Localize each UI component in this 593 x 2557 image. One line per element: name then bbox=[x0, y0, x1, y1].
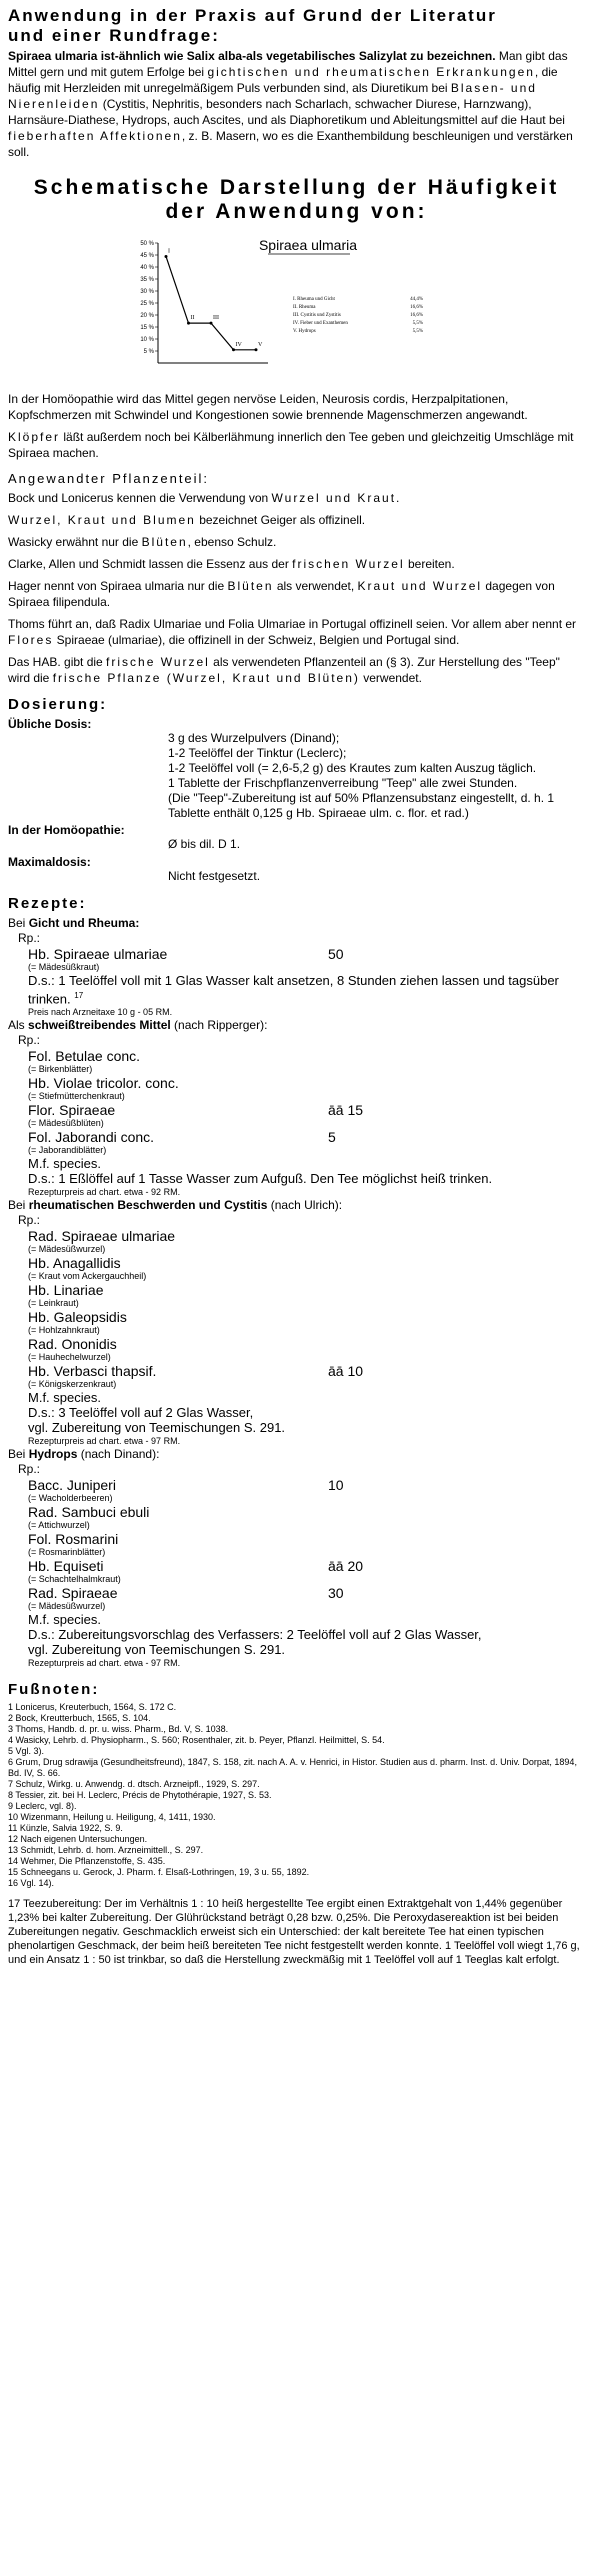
chart-title: Spiraea ulmaria bbox=[258, 237, 358, 253]
plant-p1 bbox=[8, 490, 585, 506]
point-label: III bbox=[213, 315, 219, 322]
ingredient-note: (= Hauhechelwurzel) bbox=[28, 1352, 111, 1363]
rp-label: Rp.: bbox=[18, 1033, 41, 1048]
ingredient-row bbox=[28, 946, 585, 962]
recipe-1-heading bbox=[8, 916, 585, 931]
ingredient-amount: āā 10 bbox=[328, 1363, 364, 1380]
recipe-3-heading bbox=[8, 1198, 585, 1213]
ingredient-note: (= Birkenblätter) bbox=[28, 1064, 93, 1075]
ingredient-name: Hb. Verbasci thapsif. bbox=[28, 1363, 157, 1380]
ingredient-row bbox=[28, 1102, 585, 1118]
recipe-3-ds-ref: vgl. Zubereitung von Teemischungen S. 291. bbox=[28, 1420, 286, 1436]
recipe-2-indication: schweißtreibendes Mittel bbox=[28, 1018, 171, 1033]
ingredient-row bbox=[28, 1075, 585, 1091]
usual-dose-line: 1-2 Teelöffel voll (= 2,6-5,2 g) des Krautes zum kalten Auszug täglich. bbox=[168, 761, 537, 775]
plant-p5 bbox=[8, 578, 585, 610]
recipe-3 bbox=[8, 1198, 585, 1447]
recipe-3-price: Rezepturpreis ad chart. etwa - 97 RM. bbox=[28, 1436, 181, 1447]
footnote: 6 Grum, Drug sdrawija (Gesundheitsfreund), 1847, S. 158, zit. nach A. A. v. Henrici, in Histor. Studien aus d. pharm. Inst. d. Univ. Dorpat, 1894, Bd. IV, S. 66. bbox=[8, 1757, 577, 1779]
plant-p5-b: Blüten bbox=[227, 579, 274, 593]
ingredient-amount bbox=[328, 1228, 388, 1244]
legend-label: V. Hydrops bbox=[293, 329, 316, 334]
ingredient-name: Hb. Anagallidis bbox=[28, 1255, 121, 1272]
plant-part-title: Angewandter Pflanzenteil: bbox=[8, 471, 210, 486]
recipe-4-heading bbox=[8, 1447, 585, 1462]
intro-emph-1: gichtischen und rheumatischen Erkrankungen bbox=[207, 65, 535, 79]
ingredient-row bbox=[28, 1255, 585, 1271]
plant-p3-b: Blüten bbox=[141, 535, 188, 549]
recipe-1-ds-text: D.s.: 1 Teelöffel voll mit 1 Glas Wasser kalt ansetzen, 8 Stunden ziehen lassen und tagsüber trinken. bbox=[28, 973, 559, 1007]
point-label: IV bbox=[235, 341, 242, 348]
plant-p3 bbox=[8, 534, 585, 550]
legend-label: I. Rheuma und Gicht bbox=[293, 297, 335, 302]
plant-p7 bbox=[8, 654, 585, 686]
recipe-2-post: (nach Ripperger): bbox=[170, 1018, 268, 1033]
ingredient-amount bbox=[328, 1504, 388, 1520]
plant-p7-a: Das HAB. gibt die bbox=[8, 655, 107, 669]
ingredient-row bbox=[28, 1477, 585, 1493]
ingredient-amount: āā 15 bbox=[328, 1102, 364, 1119]
data-point bbox=[232, 348, 235, 351]
point-label: I bbox=[168, 248, 170, 255]
data-point bbox=[165, 255, 168, 258]
usual-dose-line: (Die "Teep"-Zubereitung ist auf 50% Pflanzensubstanz eingestellt, d. h. 1 Tablette enthält 0,125 g Hb. Spiraeae ulm. c. flor. et rad.) bbox=[168, 791, 555, 820]
schema-title-line-2: der Anwendung von: bbox=[165, 200, 428, 223]
recipe-2-price: Rezepturpreis ad chart. etwa - 92 RM. bbox=[28, 1187, 181, 1198]
plant-p4 bbox=[8, 556, 585, 572]
intro-bold: Spiraea ulmaria ist-ähnlich wie Salix alba-als vegetabilisches Salizylat zu bezeichnen. bbox=[8, 49, 496, 63]
point-label: II bbox=[190, 315, 195, 322]
dosing-title: Dosierung: bbox=[8, 696, 108, 713]
footnote: 10 Wizenmann, Heilung u. Heiligung, 4, 1411, 1930. bbox=[8, 1812, 216, 1823]
ingredient-name: Rad. Sambuci ebuli bbox=[28, 1504, 150, 1521]
ingredient-name: Hb. Violae tricolor. conc. bbox=[28, 1075, 179, 1092]
frequency-chart bbox=[128, 228, 448, 378]
plant-p4-a: Clarke, Allen und Schmidt lassen die Essenz aus der bbox=[8, 557, 293, 571]
y-tick-label: 35 % bbox=[140, 277, 154, 283]
kloepfer-paragraph bbox=[8, 429, 585, 461]
footnote: 4 Wasicky, Lehrb. d. Physiopharm., S. 560; Rosenthaler, zit. b. Peyer, Pflanzl. Heilmittel, S. 54. bbox=[8, 1735, 385, 1746]
footnote: 14 Wehmer, Die Pflanzenstoffe, S. 435. bbox=[8, 1856, 166, 1867]
legend-label: III. Cystitis und Zystitis bbox=[293, 313, 341, 318]
intro-text-d: , z. B. Masern, wo es die Exanthembildung beschleunigen und verstärken soll. bbox=[8, 129, 573, 159]
recipe-2 bbox=[8, 1018, 585, 1198]
recipe-2-heading bbox=[8, 1018, 585, 1033]
recipe-1-indication: Gicht und Rheuma: bbox=[28, 916, 140, 930]
legend-label: IV. Fieber und Exanthemen bbox=[293, 321, 348, 326]
recipe-4-pre: Bei bbox=[8, 1447, 29, 1462]
footnote: 1 Lonicerus, Kreuterbuch, 1564, S. 172 C. bbox=[8, 1702, 177, 1713]
ingredient-name: Rad. Ononidis bbox=[28, 1336, 117, 1353]
recipe-4 bbox=[8, 1447, 585, 1669]
ingredient-name: Fol. Rosmarini bbox=[28, 1531, 119, 1548]
ingredient-amount: 30 bbox=[328, 1585, 344, 1602]
footnote: 9 Leclerc, vgl. 8). bbox=[8, 1801, 77, 1812]
legend-value: 16,6% bbox=[410, 305, 423, 310]
y-tick-label: 45 % bbox=[140, 253, 154, 259]
title-line-1: Anwendung in der Praxis auf Grund der Literatur bbox=[8, 6, 497, 25]
schema-title-line-1: Schematische Darstellung der Häufigkeit bbox=[33, 176, 560, 199]
ingredient-note: (= Kraut vom Ackergauchheil) bbox=[28, 1271, 147, 1282]
recipe-3-ingredients bbox=[8, 1228, 585, 1390]
y-tick-label: 10 % bbox=[140, 337, 154, 343]
footnote: 16 Vgl. 14). bbox=[8, 1878, 55, 1889]
recipe-1 bbox=[8, 916, 585, 1018]
ingredient-row bbox=[28, 1228, 585, 1244]
intro-paragraph bbox=[8, 48, 585, 160]
y-tick-label: 15 % bbox=[140, 325, 154, 331]
ingredient-amount: āā 20 bbox=[328, 1558, 364, 1575]
max-dose-label: Maximaldosis: bbox=[8, 855, 91, 869]
plant-p5-a: Hager nennt von Spiraea ulmaria nur die bbox=[8, 579, 228, 593]
intro-emph-3: fieberhaften Affektionen bbox=[8, 129, 182, 143]
ingredient-row bbox=[28, 1282, 585, 1298]
intro-text: Man gibt das Mittel gern und mit gutem Erfolge bei bbox=[8, 49, 568, 79]
ingredient-name: Rad. Spiraeae bbox=[28, 1585, 118, 1602]
max-dose-value: Nicht festgesetzt. bbox=[168, 869, 261, 883]
recipe-4-indication: Hydrops bbox=[28, 1447, 78, 1462]
footnote: 5 Vgl. 3). bbox=[8, 1746, 45, 1757]
ingredient-amount bbox=[328, 1075, 388, 1091]
ingredient-name: Flor. Spiraeae bbox=[28, 1102, 116, 1119]
ingredient-name: Bacc. Juniperi bbox=[28, 1477, 116, 1494]
ingredient-amount: 5 bbox=[328, 1129, 336, 1146]
ingredient-row bbox=[28, 1048, 585, 1064]
recipe-4-price: Rezepturpreis ad chart. etwa - 97 RM. bbox=[28, 1658, 181, 1669]
recipes-title: Rezepte: bbox=[8, 895, 87, 912]
y-tick-label: 25 % bbox=[140, 301, 154, 307]
kloepfer-text: läßt außerdem noch bei Kälberlähmung innerlich den Tee geben und gleichzeitig Umschläge mit Spiraea machen. bbox=[8, 430, 574, 460]
data-point bbox=[187, 322, 190, 325]
ingredient-note: (= Attichwurzel) bbox=[28, 1520, 90, 1531]
ingredient-note: (= Rosmarinblätter) bbox=[28, 1547, 106, 1558]
ingredient-note: (= Wacholderbeeren) bbox=[28, 1493, 113, 1504]
recipe-4-ds-ref: vgl. Zubereitung von Teemischungen S. 291. bbox=[28, 1642, 286, 1658]
recipe-3-indication: rheumatischen Beschwerden und Cystitis bbox=[28, 1198, 268, 1213]
footnote: 12 Nach eigenen Untersuchungen. bbox=[8, 1834, 148, 1845]
ingredient-note: (= Hohlzahnkraut) bbox=[28, 1325, 100, 1336]
plant-p6-c: Spiraeae (ulmariae), die offizinell in der Schweiz, Belgien und Portugal sind. bbox=[53, 633, 460, 647]
homeo-label: In der Homöopathie: bbox=[8, 823, 125, 837]
ingredient-amount bbox=[328, 1255, 388, 1271]
plant-p5-c: als verwendet, bbox=[273, 579, 358, 593]
ingredient-note: (= Mädesüßwurzel) bbox=[28, 1601, 106, 1612]
ingredient-note: (= Leinkraut) bbox=[28, 1298, 79, 1309]
plant-p1-c: . bbox=[396, 491, 400, 505]
plant-p7-d: frische Pflanze (Wurzel, Kraut und Blüten) bbox=[52, 671, 360, 685]
recipe-1-pre: Bei bbox=[8, 916, 29, 930]
plant-p2-b: bezeichnet Geiger als offizinell. bbox=[195, 513, 366, 527]
ingredient-name: Hb. Spiraeae ulmariae bbox=[28, 946, 168, 962]
plant-p6-b: Flores bbox=[8, 633, 54, 647]
plant-p7-b: frische Wurzel bbox=[106, 655, 210, 669]
footnote: 3 Thoms, Handb. d. pr. u. wiss. Pharm., Bd. V, S. 1038. bbox=[8, 1724, 229, 1735]
ingredient-note: (= Mädesüßblüten) bbox=[28, 1118, 104, 1129]
recipe-2-ds: D.s.: 1 Eßlöffel auf 1 Tasse Wasser zum Aufguß. Den Tee möglichst heiß trinken. bbox=[28, 1171, 493, 1187]
ingredient-amount bbox=[328, 1336, 388, 1352]
y-tick-label: 50 % bbox=[140, 241, 154, 247]
plant-p6-a: Thoms führt an, daß Radix Ulmariae und Folia Ulmariae in Portugal offizinell seien. Vor allem aber nennt er bbox=[8, 617, 577, 631]
ingredient-name: Fol. Betulae conc. bbox=[28, 1048, 141, 1065]
recipe-3-ms: M.f. species. bbox=[28, 1390, 101, 1406]
footnote: 15 Schneegans u. Gerock, J. Pharm. f. Elsaß-Lothringen, 19, 3 u. 55, 1892. bbox=[8, 1867, 310, 1878]
rp-label: Rp.: bbox=[18, 1213, 41, 1228]
plant-p1-a: Bock und Lonicerus kennen die Verwendung von bbox=[8, 491, 272, 505]
plant-p4-c: bereiten. bbox=[404, 557, 455, 571]
recipe-3-post: (nach Ulrich): bbox=[267, 1198, 343, 1213]
legend-value: 5,5% bbox=[412, 329, 423, 334]
recipe-4-ds: D.s.: Zubereitungsvorschlag des Verfassers: 2 Teelöffel voll auf 2 Glas Wasser, bbox=[28, 1627, 482, 1643]
ingredient-name: Hb. Linariae bbox=[28, 1282, 104, 1299]
section-title bbox=[8, 6, 585, 46]
usual-dose-line: 1-2 Teelöffel der Tinktur (Leclerc); bbox=[168, 746, 347, 760]
intro-text-c: (Cystitis, Nephritis, besonders nach Scharlach, schwacher Diurese, Harnzwang), Harnsäure-Diathese, Hydrops, auch Ascites, und als Diaphoretikum und Ableitungsmittel auf die Haut bei bbox=[8, 97, 565, 127]
recipe-2-ingredients bbox=[8, 1048, 585, 1156]
plant-p6 bbox=[8, 616, 585, 648]
recipe-1-price: Preis nach Arzneitaxe 10 g - 05 RM. bbox=[28, 1007, 173, 1018]
plant-p3-a: Wasicky erwähnt nur die bbox=[8, 535, 142, 549]
recipe-2-ms: M.f. species. bbox=[28, 1156, 101, 1172]
schema-title bbox=[8, 176, 585, 224]
legend-label: II. Rheuma bbox=[293, 305, 316, 310]
footnote-ref: 17 bbox=[74, 991, 84, 1000]
kloepfer-name: Klöpfer bbox=[8, 430, 61, 444]
footnote: 13 Schmidt, Lehrb. d. hom. Arzneimittell., S. 297. bbox=[8, 1845, 204, 1856]
legend-value: 5,5% bbox=[412, 321, 423, 326]
footnotes-list bbox=[8, 1702, 585, 1889]
title-line-2: und einer Rundfrage: bbox=[8, 26, 220, 45]
footnotes-title: Fußnoten: bbox=[8, 1681, 100, 1699]
ingredient-name: Rad. Spiraeae ulmariae bbox=[28, 1228, 176, 1245]
plant-p7-e: verwendet. bbox=[359, 671, 422, 685]
y-tick-label: 20 % bbox=[140, 313, 154, 319]
ingredient-row bbox=[28, 1531, 585, 1547]
ingredient-note: (= Schachtelhalmkraut) bbox=[28, 1574, 121, 1585]
plant-p5-e: dagegen von Spiraea filipendula. bbox=[8, 579, 555, 609]
usual-dose-values bbox=[168, 731, 585, 821]
recipe-4-ingredients bbox=[8, 1477, 585, 1612]
ingredient-row bbox=[28, 1336, 585, 1352]
plant-p1-b: Wurzel und Kraut bbox=[271, 491, 397, 505]
ingredient-note: (= Stiefmütterchenkraut) bbox=[28, 1091, 125, 1102]
y-tick-label: 30 % bbox=[140, 289, 154, 295]
rp-label: Rp.: bbox=[18, 931, 41, 945]
ingredient-row bbox=[28, 1129, 585, 1145]
ingredient-row bbox=[28, 1363, 585, 1379]
recipe-4-post: (nach Dinand): bbox=[77, 1447, 160, 1462]
ingredient-name: Hb. Equiseti bbox=[28, 1558, 104, 1575]
ingredient-name: Hb. Galeopsidis bbox=[28, 1309, 127, 1326]
ingredient-amount bbox=[328, 1048, 388, 1064]
legend-value: 44,4% bbox=[410, 297, 423, 302]
legend-value: 16,6% bbox=[410, 313, 423, 318]
ingredient-amount: 50 bbox=[328, 946, 344, 962]
plant-p7-c: als verwendeten Pflanzenteil an (§ 3). Zur Herstellung des "Teep" wird die bbox=[8, 655, 560, 685]
intro-text-b: , die häufig mit Herzleiden mit unregelmäßigem Puls verbunden sind, als Diuretikum bei bbox=[8, 65, 558, 95]
recipe-3-pre: Bei bbox=[8, 1198, 29, 1213]
usual-dose-label: Übliche Dosis: bbox=[8, 717, 92, 731]
plant-p5-d: Kraut und Wurzel bbox=[357, 579, 483, 593]
recipe-4-ms: M.f. species. bbox=[28, 1612, 101, 1628]
footnote: 11 Künzle, Salvia 1922, S. 9. bbox=[8, 1823, 123, 1834]
page bbox=[0, 6, 593, 1967]
recipe-1-ingredients bbox=[8, 946, 585, 973]
y-tick-label: 5 % bbox=[143, 349, 154, 355]
plant-p2 bbox=[8, 512, 585, 528]
ingredient-row bbox=[28, 1558, 585, 1574]
ingredient-amount bbox=[328, 1282, 388, 1298]
plant-p4-b: frischen Wurzel bbox=[292, 557, 405, 571]
intro-emph-2: Blasen- und Nierenleiden bbox=[8, 81, 537, 111]
series-line bbox=[166, 256, 256, 349]
data-point bbox=[210, 322, 213, 325]
usual-dose-line: 3 g des Wurzelpulvers (Dinand); bbox=[168, 731, 340, 745]
ingredient-row bbox=[28, 1504, 585, 1520]
ingredient-note: (= Königskerzenkraut) bbox=[28, 1379, 117, 1390]
homeo-value: Ø bis dil. D 1. bbox=[168, 837, 241, 851]
ingredient-note: (= Mädesüßwurzel) bbox=[28, 1244, 106, 1255]
y-tick-label: 40 % bbox=[140, 265, 154, 271]
ingredient-name: Fol. Jaborandi conc. bbox=[28, 1129, 155, 1146]
recipe-1-ds bbox=[28, 973, 585, 1006]
plant-p2-a: Wurzel, Kraut und Blumen bbox=[8, 513, 196, 527]
recipe-3-ds: D.s.: 3 Teelöffel voll auf 2 Glas Wasser, bbox=[28, 1405, 254, 1421]
usual-dose-line: 1 Tablette der Frischpflanzenverreibung "Teep" alle zwei Stunden. bbox=[168, 776, 518, 790]
recipe-2-pre: Als bbox=[8, 1018, 29, 1033]
homeopathy-paragraph: In der Homöopathie wird das Mittel gegen nervöse Leiden, Neurosis cordis, Herzpalpitationen, Kopfschmerzen mit Schwindel und Kongestionen sowie brennende Magenschmerzen angewandt. bbox=[8, 392, 528, 422]
footnote: 8 Tessier, zit. bei H. Leclerc, Précis de Phytothérapie, 1927, S. 53. bbox=[8, 1790, 272, 1801]
ingredient-amount bbox=[328, 1531, 388, 1547]
rp-label: Rp.: bbox=[18, 1462, 41, 1477]
ingredient-note: (= Jaborandiblätter) bbox=[28, 1145, 107, 1156]
ingredient-amount: 10 bbox=[328, 1477, 344, 1494]
footnote: 2 Bock, Kreutterbuch, 1565, S. 104. bbox=[8, 1713, 151, 1724]
point-label: V bbox=[258, 341, 263, 348]
footnote: 7 Schulz, Wirkg. u. Anwendg. d. dtsch. Arzneipfl., 1929, S. 297. bbox=[8, 1779, 260, 1790]
ingredient-amount bbox=[328, 1309, 388, 1325]
tea-preparation-note: 17 Teezubereitung: Der im Verhältnis 1 : 10 heiß hergestellte Tee ergibt einen Extraktgehalt von 1,44% gegenüber 1,23% bei kalter Zubereitung. Der Glührückstand beträgt 0,28 bzw. 0,25%. Die Peroxydasereaktion ist bei beiden Zubereitungen negativ. Geschmacklich erweist sich ein Unterschied: der kalt bereitete Tee hat einen typischen phenolartigen Geschmack, der beim heiß bereiteten Tee nicht festgestellt werden konnte. 1 Teelöffel voll wiegt 1,76 g, und ein Ansatz 1 : 50 ist trinkbar, so daß die Herstellung zweckmäßig mit 1 Teelöffel voll auf 1 Teeglas kalt erfolgt. bbox=[8, 1898, 580, 1967]
ingredient-row bbox=[28, 1585, 585, 1601]
plant-p3-c: , ebenso Schulz. bbox=[187, 535, 277, 549]
ingredient-note: (= Mädesüßkraut) bbox=[28, 962, 100, 972]
data-point bbox=[255, 348, 258, 351]
ingredient-row bbox=[28, 1309, 585, 1325]
